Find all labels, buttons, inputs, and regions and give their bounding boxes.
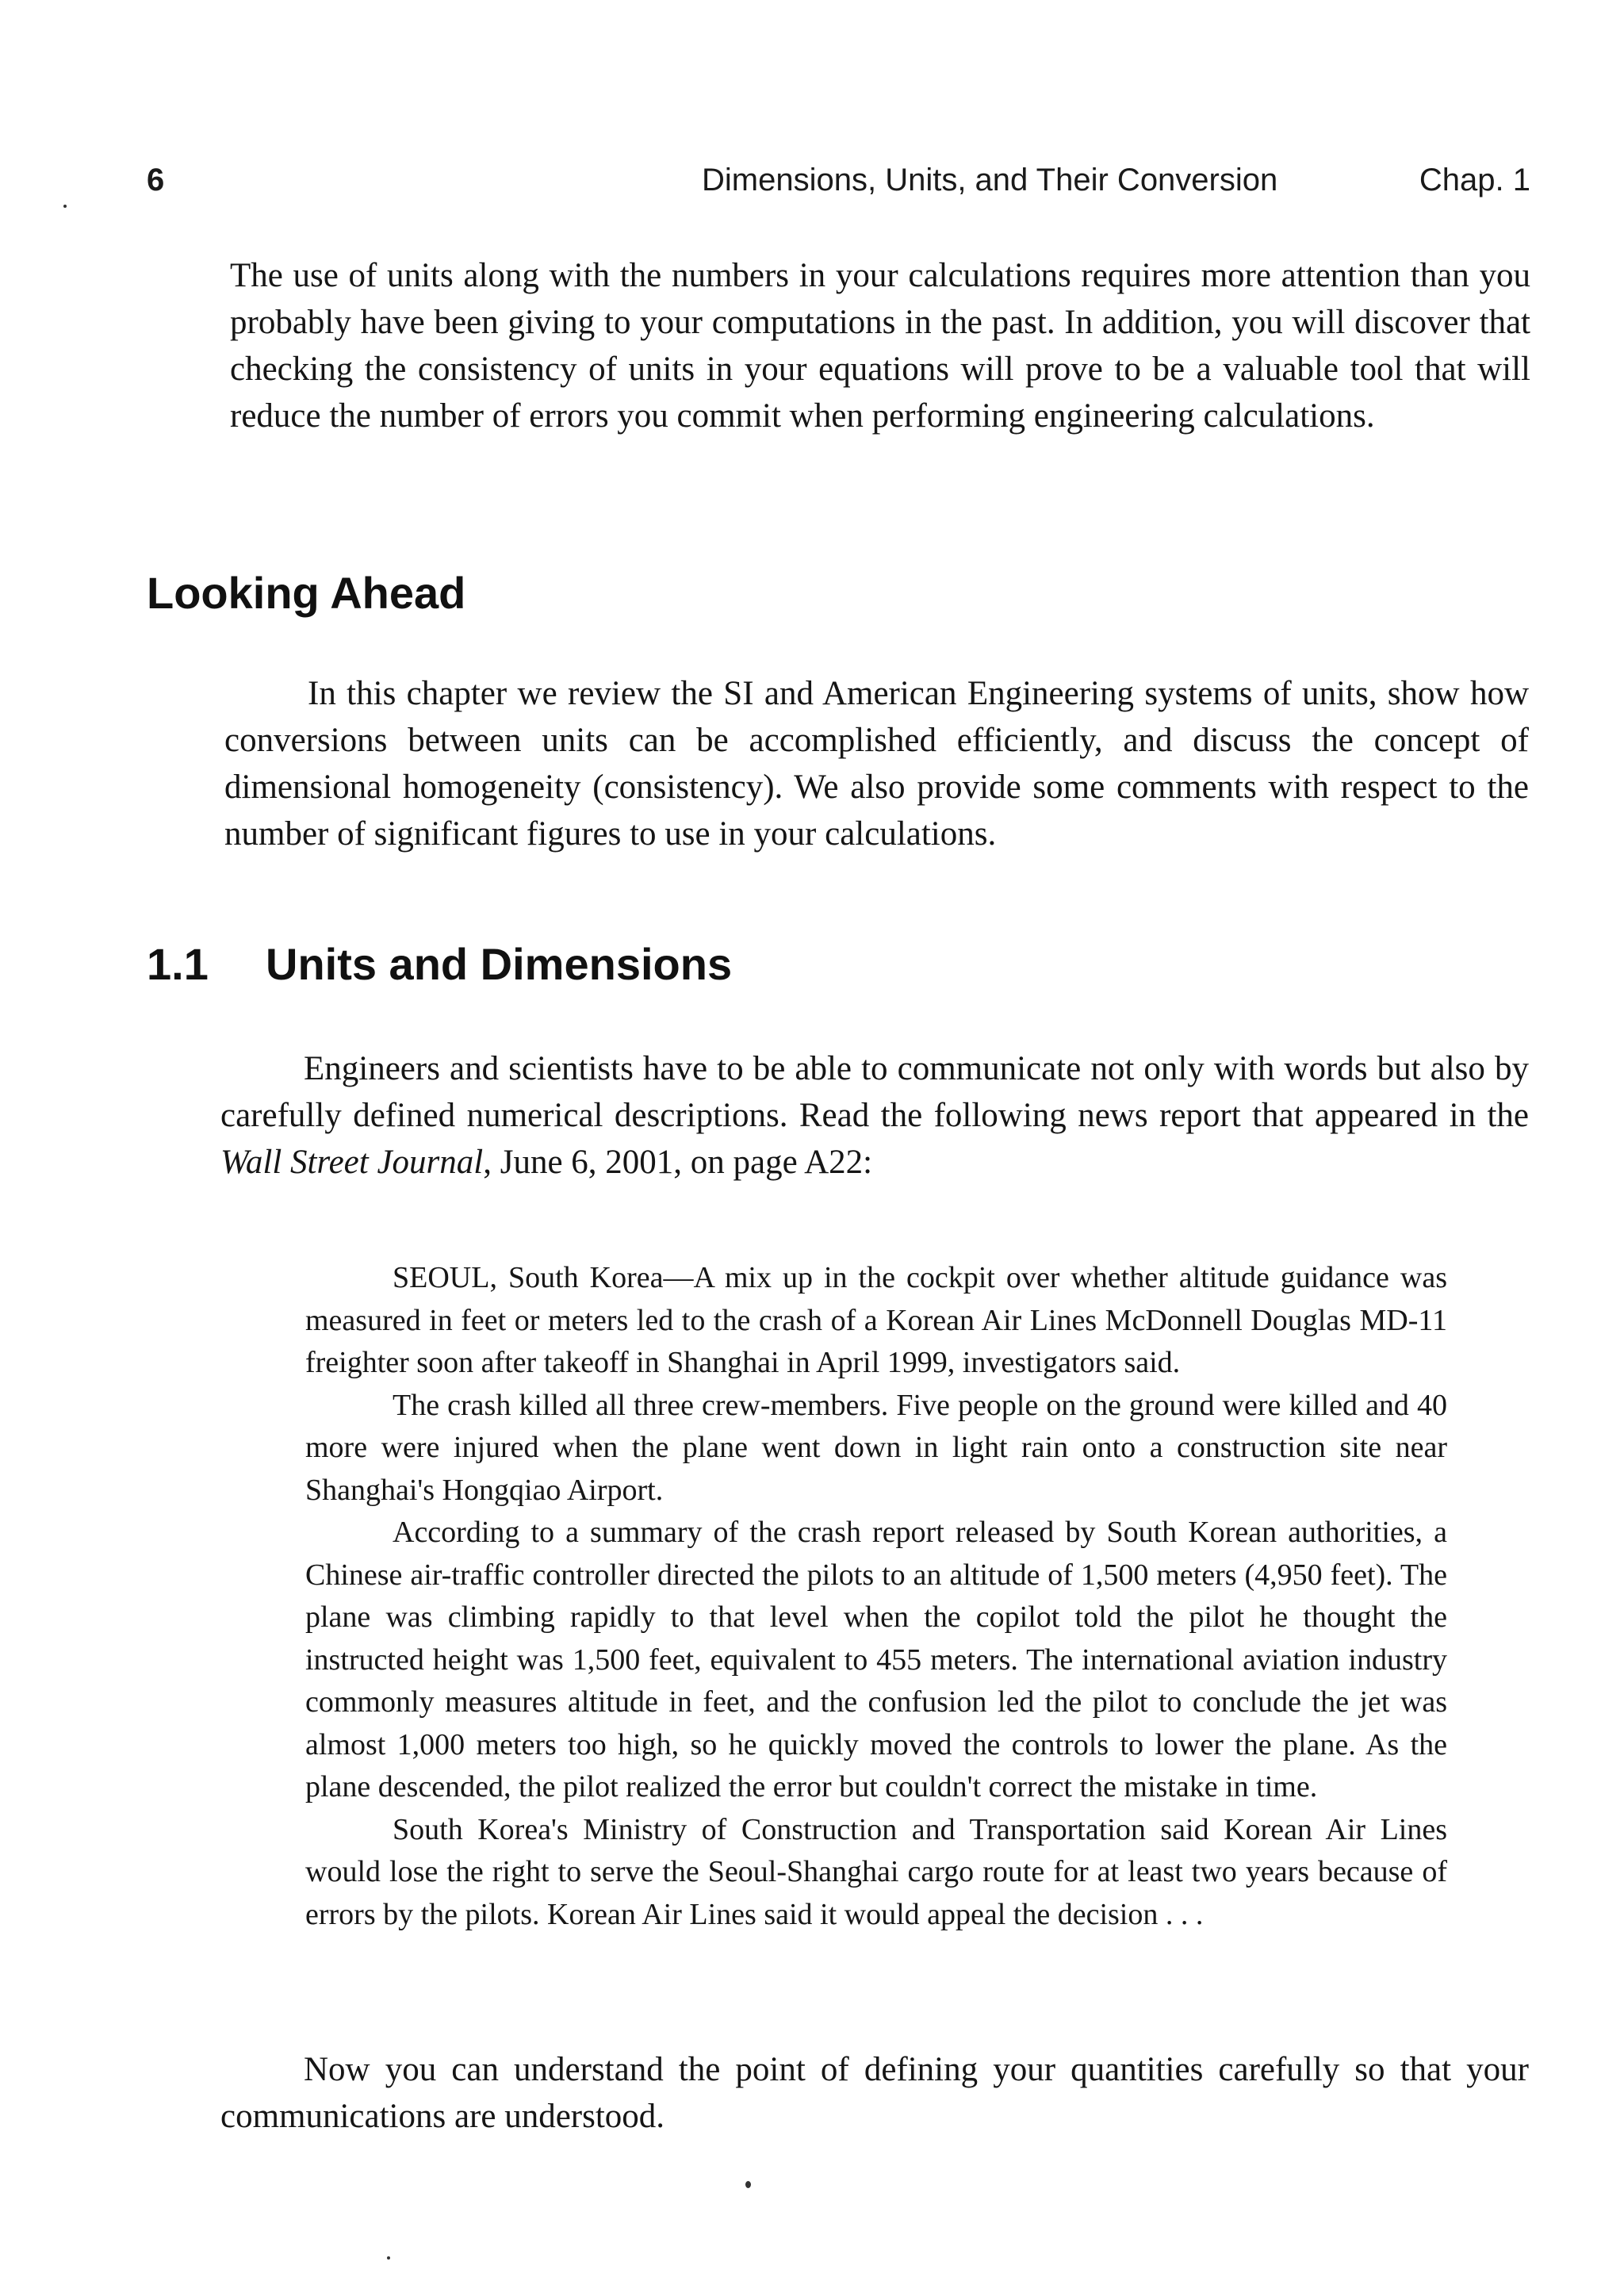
running-title: Dimensions, Units, and Their Conversion [702, 163, 1278, 197]
scan-speck [63, 205, 67, 208]
section-title: Units and Dimensions [266, 939, 733, 989]
closing-paragraph: Now you can understand the point of defining your quantities carefully so that your communications are understood. [220, 2051, 1529, 2135]
units-paragraph [220, 1045, 1529, 1186]
running-header [147, 163, 1530, 210]
units-lead-citation: , June 6, 2001, on page A22: [483, 1144, 873, 1181]
page-number: 6 [147, 163, 165, 197]
quote-paragraph: SEOUL, South Korea—A mix up in the cockpit over whether altitude guidance was measured in feet or meters led to the crash of a Korean Air Lines McDonnell Douglas MD-11 freighter soon after takeoff in Shanghai in April 1999, investigators said. [305, 1261, 1447, 1379]
looking-ahead-heading: Looking Ahead [147, 568, 466, 618]
section-number: 1.1 [147, 939, 209, 989]
looking-ahead-paragraph: In this chapter we review the SI and American Engineering systems of units, show how conversions between units can be accomplished efficiently, and discuss the concept of dimensional homogeneity (consistency). We also provide some comments with respect to the number of significant figures to use in your calculations. [224, 675, 1529, 853]
units-lead-text: Engineers and scientists have to be able to communicate not only with words but also by carefully defined numerical descriptions. Read the following news report that appeared in the [220, 1050, 1529, 1134]
news-report-quote [305, 1257, 1447, 1936]
running-chapter: Chap. 1 [1419, 163, 1530, 197]
section-heading [147, 938, 732, 990]
scan-speck [387, 2256, 390, 2260]
quote-paragraph: The crash killed all three crew-members. Five people on the ground were killed and 40 more were injured when the plane went down in light rain onto a construction site near Shanghai's Hongqiao Airport. [305, 1388, 1447, 1507]
scan-speck [745, 2181, 751, 2188]
quote-paragraph: South Korea's Ministry of Construction and Transportation said Korean Air Lines would lose the right to serve the Seoul-Shanghai cargo route for at least two years because of errors by the pilots. Korean Air Lines said it would appeal the decision . . . [305, 1812, 1447, 1931]
quote-paragraph: According to a summary of the crash report released by South Korean authorities, a Chinese air-traffic controller directed the pilots to an altitude of 1,500 meters (4,950 feet). The plane was climbing rapidly to that level when the copilot told the pilot he thought the instructed height was 1,500 feet, equivalent to 455 meters. The international aviation industry commonly measures altitude in feet, and the confusion led the pilot to conclude the jet was almost 1,000 meters too high, so he quickly moved the controls to lower the plane. As the plane descended, the pilot realized the error but couldn't correct the mistake in time. [305, 1516, 1447, 1803]
journal-title: Wall Street Journal [220, 1144, 484, 1181]
intro-paragraph: The use of units along with the numbers in your calculations requires more attention than you probably have been giving to your computations in the past. In addition, you will discover that checking the consistency of units in your equations will prove to be a valuable tool that will reduce the number of errors you commit when performing engineering calculations. [230, 257, 1530, 435]
